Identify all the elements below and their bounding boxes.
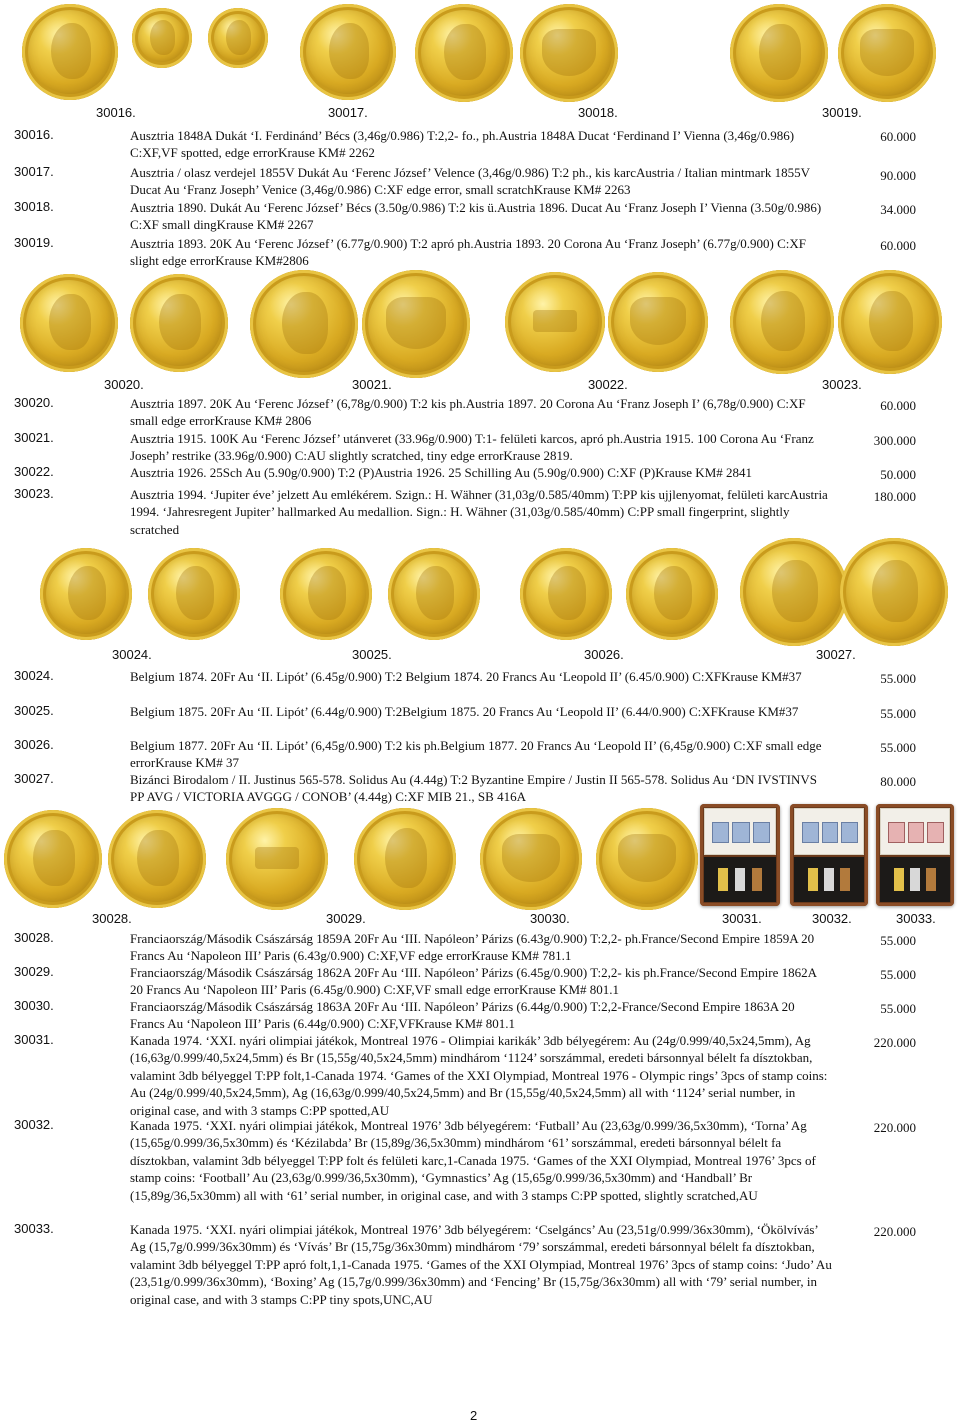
lot-number: 30016. — [14, 127, 54, 142]
lot-number: 30017. — [14, 164, 54, 179]
coin-case-image — [876, 804, 954, 906]
lot-price: 55.000 — [880, 933, 916, 948]
coin-image — [354, 808, 456, 910]
coin-image — [22, 4, 118, 100]
coin-image — [148, 548, 240, 640]
lot-photo-label: 30033. — [896, 911, 936, 926]
coin-image — [108, 810, 206, 908]
coin-image — [520, 548, 612, 640]
lot-description: Belgium 1875. 20Fr Au ‘II. Lipót’ (6.44g/0.900) T:2Belgium 1875. 20 Francs Au ‘Leopold II’ (6.44/0.900) C:XFKrause KM#37 — [130, 704, 799, 719]
lot-description: Belgium 1874. 20Fr Au ‘II. Lipót’ (6.45g/0.900) T:2 Belgium 1874. 20 Francs Au ‘Leopold II’ (6.45/0.900) C:XFKrause KM#37 — [130, 669, 802, 684]
lot-description: Franciaország/Második Császárság 1862A 20Fr Au ‘III. Napóleon’ Párizs (6.45g/0.900) T:2,2- kis ph.France/Second Empire 1862A 20 Francs Au ‘Napoleon III’ Paris (6.45g/0.900) C:XF,VF small edge errorKrause KM# 801.1 — [130, 965, 817, 998]
lot-price: 55.000 — [880, 706, 916, 721]
lot-number: 30032. — [14, 1117, 54, 1132]
lot-photo-label: 30020. — [104, 377, 144, 392]
coin-image — [520, 4, 618, 102]
coin-image — [4, 810, 102, 908]
lot-photo-label: 30025. — [352, 647, 392, 662]
lot-description: Franciaország/Második Császárság 1863A 20Fr Au ‘III. Napóleon’ Párizs (6.44g/0.900) T:2,2-France/Second Empire 1863A 20 Francs Au ‘Napoleon III’ Paris (6.44g/0.900) C:XF,VFKrause KM# 801.1 — [130, 999, 795, 1032]
lot-price: 55.000 — [880, 1001, 916, 1016]
lot-number: 30033. — [14, 1221, 54, 1236]
lot-price: 50.000 — [880, 467, 916, 482]
coin-image — [415, 4, 513, 102]
lot-description: Ausztria 1915. 100K Au ‘Ferenc József’ utánveret (33.96g/0.900) T:1- felületi karcos, apró ph.Austria 1915. 100 Corona Au ‘Franz Joseph’ restrike (33.96g/0.900) C:AU slightly scratched, tiny edge errorKrause 2819. — [130, 431, 814, 464]
lot-photo-label: 30018. — [578, 105, 618, 120]
lot-number: 30023. — [14, 486, 54, 501]
lot-photo-label: 30026. — [584, 647, 624, 662]
coin-image — [130, 274, 228, 372]
coin-image — [838, 4, 936, 102]
lot-description: Ausztria 1848A Dukát ‘I. Ferdinánd’ Bécs (3,46g/0.986) T:2,2- fo., ph.Austria 1848A Ducat ‘Ferdinand I’ Vienna (3,46g/0.986) C:XF,VF spotted, edge errorKrause KM# 2262 — [130, 128, 795, 161]
lot-photo-label: 30016. — [96, 105, 136, 120]
lot-photo-label: 30028. — [92, 911, 132, 926]
lot-price: 220.000 — [873, 1120, 916, 1135]
lot-description: Ausztria / olasz verdejel 1855V Dukát Au ‘Ferenc József’ Velence (3,46g/0.986) T:2 ph., kis karcAustria / Italian mintmark 1855V Ducat Au ‘Franz Joseph’ Venice (3,46g/0.986) C:XF edge error, small scratchKrause KM# 2263 — [130, 165, 810, 198]
coin-image — [730, 4, 828, 102]
coin-image — [362, 270, 470, 378]
coin-image — [20, 274, 118, 372]
lot-photo-label: 30029. — [326, 911, 366, 926]
coin-image — [226, 808, 328, 910]
lot-price: 300.000 — [873, 433, 916, 448]
lot-photo-label: 30031. — [722, 911, 762, 926]
coin-image — [280, 548, 372, 640]
coin-case-image — [700, 804, 780, 906]
lot-photo-label: 30032. — [812, 911, 852, 926]
lot-number: 30026. — [14, 737, 54, 752]
lot-photo-label: 30019. — [822, 105, 862, 120]
lot-price: 220.000 — [873, 1035, 916, 1050]
lot-number: 30024. — [14, 668, 54, 683]
coin-image — [132, 8, 192, 68]
lot-photo-label: 30030. — [530, 911, 570, 926]
coin-case-image — [790, 804, 868, 906]
lot-price: 60.000 — [880, 398, 916, 413]
coin-image — [740, 538, 848, 646]
lot-photo-label: 30017. — [328, 105, 368, 120]
lot-number: 30025. — [14, 703, 54, 718]
lot-description: Belgium 1877. 20Fr Au ‘II. Lipót’ (6,45g/0.900) T:2 kis ph.Belgium 1877. 20 Francs Au ‘Leopold II’ (6,45g/0.900) C:XF small edge errorKrause KM# 37 — [130, 738, 822, 771]
coin-image — [300, 4, 396, 100]
lot-number: 30027. — [14, 771, 54, 786]
coin-image — [840, 538, 948, 646]
lot-description: Franciaország/Második Császárság 1859A 20Fr Au ‘III. Napóleon’ Párizs (6.43g/0.900) T:2,2- ph.France/Second Empire 1859A 20 Francs Au ‘Napoleon III’ Paris (6.43g/0.900) C:XF,VF edge errorKrause KM# 781.1 — [130, 931, 815, 964]
lot-description: Bizánci Birodalom / II. Justinus 565-578. Solidus Au (4.44g) T:2 Byzantine Empire / Justin II 565-578. Solidus Au ‘DN IVSTINVS PP AVG / VICTORIA AVGGG / CONOB’ (4.44g) C:XF MIB 21., SB 416A — [130, 772, 817, 805]
lot-number: 30030. — [14, 998, 54, 1013]
coin-image — [608, 272, 708, 372]
coin-image — [730, 270, 834, 374]
coin-image — [596, 808, 698, 910]
lot-number: 30020. — [14, 395, 54, 410]
coin-image — [505, 272, 605, 372]
lot-number: 30022. — [14, 464, 54, 479]
lot-price: 60.000 — [880, 129, 916, 144]
lot-price: 34.000 — [880, 202, 916, 217]
lot-price: 180.000 — [873, 489, 916, 504]
coin-image — [40, 548, 132, 640]
lot-description: Ausztria 1890. Dukát Au ‘Ferenc József’ Bécs (3.50g/0.986) T:2 kis ü.Austria 1896. Ducat Au ‘Franz Joseph I’ Vienna (3.50g/0.986) C:XF small dingKrause KM# 2267 — [130, 200, 822, 233]
lot-photo-label: 30027. — [816, 647, 856, 662]
lot-description: Ausztria 1994. ‘Jupiter éve’ jelzett Au emlékérem. Szign.: H. Wähner (31,03g/0.585/40mm) T:PP kis ujjlenyomat, felületi karcAustria 1994. ‘Jahresregent Jupiter’ hallmarked Au medallion. Sign.: H. Wähner (31,03g/0.585/40mm) C:PP small fingerprint, slightly scratched — [130, 487, 828, 537]
lot-price: 55.000 — [880, 740, 916, 755]
lot-price: 60.000 — [880, 238, 916, 253]
lot-description: Ausztria 1893. 20K Au ‘Ferenc József’ (6.77g/0.900) T:2 apró ph.Austria 1893. 20 Corona Au ‘Franz Joseph’ (6.77g/0.900) C:XF slight edge errorKrause KM#2806 — [130, 236, 806, 269]
lot-description: Kanada 1974. ‘XXI. nyári olimpiai játékok, Montreal 1976 - Olimpiai karikák’ 3db bélyegérem: Au (24g/0.999/40,5x24,5mm), Ag (16,63g/0.999/40,5x24,5mm) és Br (15,55g/40,5x24,5mm) mindhárom ‘1124’ sorszámmal, eredeti bársonnyal bélelt fa dísztokban, valamint 3db bélyeggel T:PP folt,1-Canada 1974. ‘Games of the XXI Olympiad, Montreal 1976 - Olympic rings’ 3pcs of stamp coins: Au (24g/0.999/40,5x24,5mm), Ag (16,63g/0.999/40,5x24,5mm) and Br (15,55g/40,5x24,5mm) all with ‘1124’ serial number, in original case, and with 3 stamps C:PP spotted,AU — [130, 1033, 828, 1118]
coin-image — [388, 548, 480, 640]
lot-price: 55.000 — [880, 671, 916, 686]
lot-description: Kanada 1975. ‘XXI. nyári olimpiai játékok, Montreal 1976’ 3db bélyegérem: ‘Futball’ Au (23,63g/0.999/36,5x30mm), ‘Torna’ Ag (15,65g/0.999/36,5x30mm) és ‘Kézilabda’ Br (15,89g/36,5x30mm) mindhárom ‘61’ sorszámmal, eredeti bársonnyal bélelt fa dísztokban, valamint 3db bélyeggel T:PP folt és felületi karc,1-Canada 1975. ‘Games of the XXI Olympiad, Montreal 1976’ 3pcs of stamp coins: ‘Football’ Au (23,63g/0.999/36,5x30mm), ‘Gymnastics’ Ag (15,65g/0.999/36,5x30mm) and ‘Handball’ Br (15,89g/36,5x30mm) all with ‘61’ serial number, in original case, and with 3 stamps C:PP spotted, slightly scratched,AU — [130, 1118, 816, 1203]
lot-price: 220.000 — [873, 1224, 916, 1239]
lot-number: 30021. — [14, 430, 54, 445]
lot-description: Ausztria 1897. 20K Au ‘Ferenc József’ (6,78g/0.900) T:2 kis ph.Austria 1897. 20 Corona Au ‘Franz Joseph I’ (6,78g/0.900) C:XF small edge errorKrause KM# 2806 — [130, 396, 806, 429]
coin-image — [208, 8, 268, 68]
lot-number: 30019. — [14, 235, 54, 250]
lot-number: 30029. — [14, 964, 54, 979]
lot-number: 30028. — [14, 930, 54, 945]
lot-photo-label: 30023. — [822, 377, 862, 392]
lot-number: 30018. — [14, 199, 54, 214]
lot-photo-label: 30022. — [588, 377, 628, 392]
lot-price: 80.000 — [880, 774, 916, 789]
coin-image — [480, 808, 582, 910]
lot-price: 55.000 — [880, 967, 916, 982]
lot-number: 30031. — [14, 1032, 54, 1047]
coin-image — [838, 270, 942, 374]
lot-description: Ausztria 1926. 25Sch Au (5.90g/0.900) T:2 (P)Austria 1926. 25 Schilling Au (5.90g/0.900) C:XF (P)Krause KM# 2841 — [130, 465, 753, 480]
coin-image — [250, 270, 358, 378]
lot-photo-label: 30021. — [352, 377, 392, 392]
page-number: 2 — [470, 1408, 478, 1423]
coin-image — [626, 548, 718, 640]
lot-description: Kanada 1975. ‘XXI. nyári olimpiai játékok, Montreal 1976’ 3db bélyegérem: ‘Cselgáncs’ Au (23,51g/0.999/36x30mm), ‘Ökölvívás’ Ag (15,7g/0.999/36x30mm) és ‘Vívás’ Br (15,75g/36x30mm) mindhárom ‘79’ sorszámmal, eredeti bársonnyal bélelt fa dísztokban, valamint 3db bélyeggel T:PP apró folt,1,1-Canada 1975. ‘Games of the XXI Olympiad, Montreal 1976’ 3pcs of stamp coins: ‘Judo’ Au (23,51g/0.999/36x30mm), ‘Boxing’ Ag (15,7g/0.999/36x30mm) and ‘Fencing’ Br (15,75g/36x30mm) all with ‘79’ serial number, in original case, and with 3 stamps C:PP tiny spots,UNC,AU — [130, 1222, 832, 1307]
lot-price: 90.000 — [880, 168, 916, 183]
lot-photo-label: 30024. — [112, 647, 152, 662]
